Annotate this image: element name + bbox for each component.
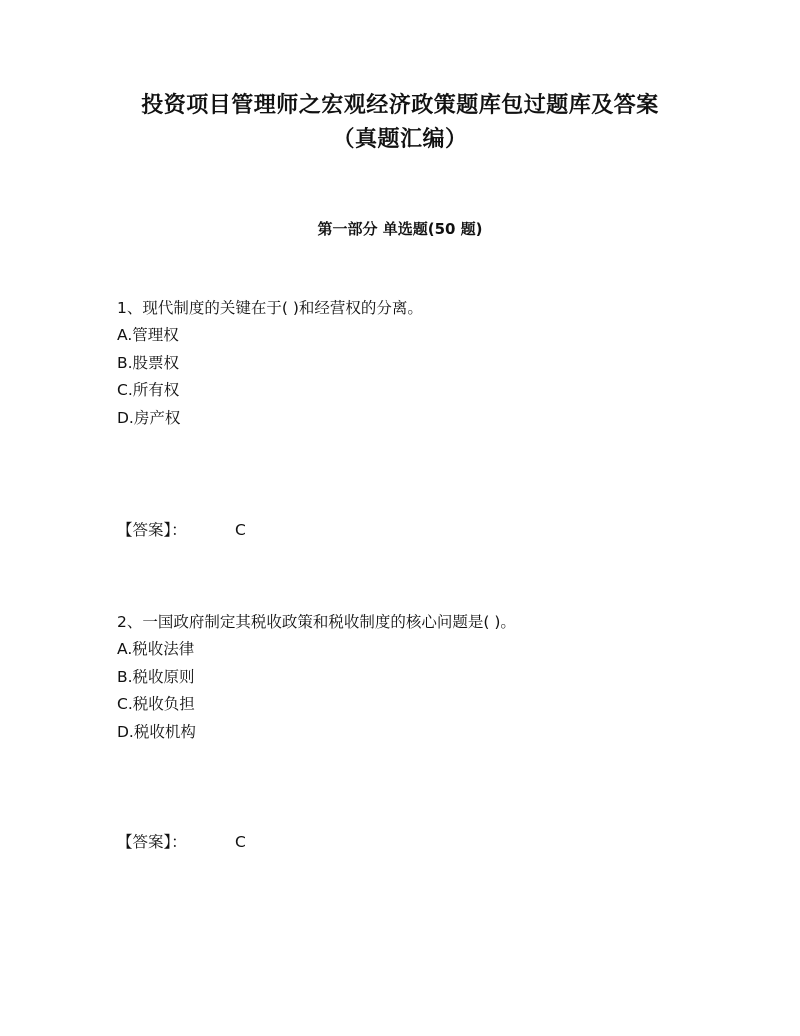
option-b: B.股票权 bbox=[117, 353, 180, 372]
answer-value: C bbox=[235, 521, 246, 539]
title-line-1: 投资项目管理师之宏观经济政策题库包过题库及答案 bbox=[141, 92, 659, 118]
title-line-2: （真题汇编） bbox=[332, 126, 468, 152]
option-b: B.税收原则 bbox=[117, 667, 195, 686]
question-2 bbox=[117, 611, 777, 748]
answer-label: 【答案】： bbox=[117, 833, 187, 851]
answer-value: C bbox=[235, 833, 246, 851]
answer-label: 【答案】： bbox=[117, 521, 187, 539]
option-d: D.房产权 bbox=[117, 408, 181, 427]
option-d: D.税收机构 bbox=[117, 722, 196, 741]
document-title bbox=[0, 88, 800, 156]
answer-1 bbox=[117, 519, 246, 541]
section-heading: 第一部分 单选题(50 题) bbox=[317, 220, 483, 238]
question-stem: 2、一国政府制定其税收政策和税收制度的核心问题是( )。 bbox=[117, 613, 516, 631]
option-c: C.所有权 bbox=[117, 381, 180, 399]
option-a: A.税收法律 bbox=[117, 640, 195, 658]
answer-2 bbox=[117, 831, 246, 853]
option-c: C.税收负担 bbox=[117, 695, 195, 713]
question-1 bbox=[117, 297, 777, 434]
question-stem: 1、现代制度的关键在于( )和经营权的分离。 bbox=[117, 299, 423, 317]
option-a: A.管理权 bbox=[117, 326, 179, 344]
